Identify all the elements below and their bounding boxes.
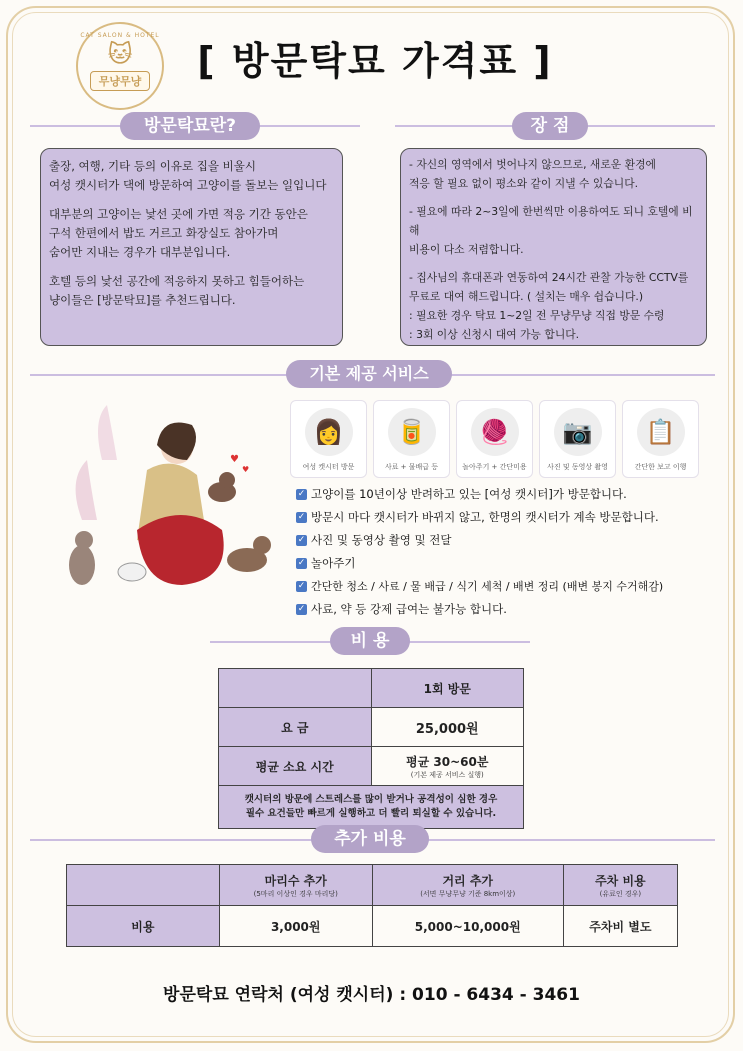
logo-name: 무냥무냥 [90, 71, 151, 91]
service-card [373, 400, 450, 478]
merit-item: - 필요에 따라 2~3일에 한번씩만 이용하여도 되니 호텔에 비해 비용이 다소 저렴합니다. [409, 205, 693, 256]
section-heading-cost: 비 용 [330, 627, 410, 655]
fee-value: 25,000원 [371, 708, 524, 747]
checklist-text: 사진 및 동영상 촬영 및 전달 [311, 533, 452, 547]
cat-sitter-icon: 👩 [305, 408, 353, 456]
service-card [539, 400, 616, 478]
time-value: 평균 30~60분 [406, 754, 489, 769]
column-header: 1회 방문 [371, 669, 524, 708]
checklist-text: 방문시 마다 캣시터가 바뀌지 않고, 한명의 캣시터가 계속 방문합니다. [311, 510, 659, 524]
yarn-ball-icon: 🧶 [471, 408, 519, 456]
about-box [40, 148, 343, 346]
merit-item: - 집사님의 휴대폰과 연동하여 24시간 관찰 가능한 CCTV를 무료로 대여 해드립니다. ( 설치는 매우 쉽습니다.) : 필요한 경우 탁묘 1~2일 전 무냥무냥 직접 방문 수령 : 3회 이상 신청시 대여 가능 합니다. [409, 271, 689, 341]
service-caption: 간단한 보고 이행 [634, 463, 687, 471]
page-title: [ 방문탁묘 가격표 ] [197, 39, 553, 83]
section-heading-services: 기본 제공 서비스 [286, 360, 452, 388]
extra-value: 3,000원 [219, 906, 372, 947]
brand-logo [76, 22, 164, 110]
merit-item: - 자신의 영역에서 벗어나지 않으므로, 새로운 환경에 적응 할 필요 없이 평소와 같이 지낼 수 있습니다. [409, 158, 656, 190]
extra-value: 5,000~10,000원 [372, 906, 563, 947]
table-cell [219, 669, 372, 708]
about-paragraph: 대부분의 고양이는 낯선 곳에 가면 적응 기간 동안은 구석 한편에서 밥도 거르고 화장실도 참아가며 숨어만 지내는 경우가 대부분입니다. [49, 207, 308, 259]
checklist-item [296, 532, 451, 548]
fee-label: 요 금 [219, 708, 372, 747]
checklist-item [296, 486, 627, 502]
checklist-item [296, 601, 507, 617]
cost-warning: 캣시터의 방문에 스트레스를 많이 받거나 공격성이 심한 경우 필수 요건들만 빠르게 실행하고 더 빨리 퇴실할 수 있습니다. [219, 786, 524, 829]
section-heading-merits: 장 점 [512, 112, 588, 140]
time-cell [371, 747, 524, 786]
column-header: 마리수 추가 (5마리 이상인 경우 마리당) [219, 865, 372, 906]
camera-icon: 📷 [554, 408, 602, 456]
time-note: (기본 제공 서비스 실행) [410, 770, 484, 779]
about-paragraph: 호텔 등의 낯선 공간에 적응하지 못하고 힘들어하는 냥이들은 [방문탁묘]를 추천드립니다. [49, 274, 305, 307]
extra-cost-table [66, 864, 678, 947]
service-card [290, 400, 367, 478]
checklist-text: 사료, 약 등 강제 급여는 불가능 합니다. [311, 602, 507, 616]
checklist-item [296, 509, 659, 525]
checklist-item [296, 578, 663, 594]
checklist-text: 놀아주기 [311, 556, 356, 570]
checkbox-icon: ✓ [297, 489, 306, 499]
column-header: 주차 비용 (유료인 경우) [563, 865, 677, 906]
contact-info: 방문탁묘 연락처 (여성 캣시터) : 010 - 6434 - 3461 [163, 985, 580, 1005]
section-heading-about: 방문탁묘란? [120, 112, 260, 140]
column-header: 거리 추가 (서면 무냥무냥 기준 8km이상) [372, 865, 563, 906]
service-card [622, 400, 699, 478]
table-cell [67, 865, 220, 906]
merits-box [400, 148, 707, 346]
checkbox-icon: ✓ [297, 581, 306, 591]
about-paragraph: 출장, 여행, 기타 등의 이유로 집을 비울시 여성 캣시터가 댁에 방문하여 고양이를 돌보는 일입니다 [49, 159, 327, 192]
illustration-woman-with-cats [62, 400, 282, 600]
checkbox-icon: ✓ [297, 604, 306, 614]
service-caption: 여성 캣시터 방문 [302, 463, 355, 471]
checkbox-icon: ✓ [297, 512, 306, 522]
cost-table [218, 668, 524, 829]
food-can-icon: 🥫 [388, 408, 436, 456]
checklist-text: 간단한 청소 / 사료 / 물 배급 / 식기 세척 / 배변 정리 (배변 봉지 수거해감) [311, 580, 664, 593]
checkbox-icon: ✓ [297, 558, 306, 568]
report-icon: 📋 [637, 408, 685, 456]
service-caption: 놀아주기 + 간단미용 [462, 463, 527, 471]
svg-text:♥: ♥ [242, 465, 250, 474]
cat-icon: 🐱 [107, 40, 133, 68]
checklist-item [296, 555, 355, 571]
service-caption: 사진 및 동영상 촬영 [547, 463, 608, 471]
row-label: 비용 [67, 906, 220, 947]
checkbox-icon: ✓ [297, 535, 306, 545]
service-caption: 사료 + 물배급 등 [384, 463, 439, 471]
extra-value: 주차비 별도 [563, 906, 677, 947]
section-heading-extra: 추가 비용 [311, 825, 429, 853]
checklist-text: 고양이를 10년이상 반려하고 있는 [여성 캣시터]가 방문합니다. [311, 487, 627, 501]
svg-text:♥: ♥ [230, 454, 239, 465]
service-card [456, 400, 533, 478]
time-label: 평균 소요 시간 [219, 747, 372, 786]
logo-top-text: CAT SALON & HOTEL [80, 32, 160, 39]
